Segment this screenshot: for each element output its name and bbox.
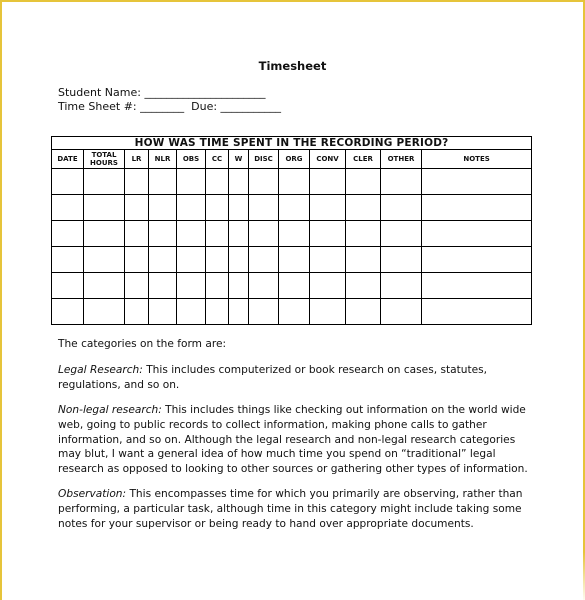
table-banner: HOW WAS TIME SPENT IN THE RECORDING PERIOD? [52, 137, 532, 150]
table-cell[interactable] [229, 273, 249, 299]
table-cell[interactable] [229, 221, 249, 247]
table-cell[interactable] [381, 221, 422, 247]
table-row [52, 299, 532, 325]
table-header-row [52, 150, 532, 169]
table-cell[interactable] [346, 195, 381, 221]
table-cell[interactable] [177, 169, 206, 195]
table-cell[interactable] [310, 247, 346, 273]
table-cell[interactable] [381, 299, 422, 325]
table-cell[interactable] [310, 195, 346, 221]
table-cell[interactable] [84, 195, 125, 221]
column-header-nlr: NLR [149, 150, 177, 169]
table-cell[interactable] [52, 195, 84, 221]
column-header-lr: LR [125, 150, 149, 169]
table-cell[interactable] [149, 299, 177, 325]
table-cell[interactable] [149, 273, 177, 299]
table-cell[interactable] [84, 299, 125, 325]
table-cell[interactable] [346, 299, 381, 325]
table-cell[interactable] [310, 221, 346, 247]
table-row [52, 273, 532, 299]
timesheet-number-field: Time Sheet #: ________ Due: ___________ [58, 100, 282, 113]
column-header-disc: DISC [249, 150, 279, 169]
table-cell[interactable] [422, 247, 532, 273]
table-cell[interactable] [149, 169, 177, 195]
table-body [52, 169, 532, 325]
table-cell[interactable] [422, 273, 532, 299]
table-row [52, 169, 532, 195]
table-cell[interactable] [52, 169, 84, 195]
observation-label: Observation: [58, 488, 127, 501]
column-header-org: ORG [279, 150, 310, 169]
table-cell[interactable] [422, 195, 532, 221]
table-cell[interactable] [206, 273, 229, 299]
legal-research-label: Legal Research: [58, 363, 143, 376]
table-cell[interactable] [310, 169, 346, 195]
table-cell[interactable] [206, 169, 229, 195]
table-cell[interactable] [381, 195, 422, 221]
table-cell[interactable] [279, 273, 310, 299]
column-header-conv: CONV [310, 150, 346, 169]
table-cell[interactable] [229, 299, 249, 325]
table-cell[interactable] [52, 247, 84, 273]
table-cell[interactable] [381, 169, 422, 195]
column-header-total-hours: TOTAL HOURS [84, 150, 125, 169]
table-cell[interactable] [249, 169, 279, 195]
bottom-fade [2, 552, 585, 600]
table-cell[interactable] [279, 195, 310, 221]
nonlegal-research-label: Non-legal research: [58, 403, 162, 416]
table-cell[interactable] [206, 221, 229, 247]
table-cell[interactable] [84, 247, 125, 273]
table-cell[interactable] [346, 247, 381, 273]
table-cell[interactable] [177, 221, 206, 247]
table-cell[interactable] [229, 195, 249, 221]
document-title: Timesheet [258, 59, 327, 73]
nonlegal-research-body: This includes things like checking out information on the world wide web, going to public records to collect information, making phone calls to gather information, and so on. Although the legal research and non-legal research categories may blut, I want a general idea of how much time you spend on “traditional” legal research as opposed to looking to other sources or gathering other types of information. [58, 403, 528, 476]
table-cell[interactable] [346, 273, 381, 299]
table-cell[interactable] [125, 299, 149, 325]
table-cell[interactable] [381, 273, 422, 299]
table-cell[interactable] [229, 247, 249, 273]
table-cell[interactable] [249, 299, 279, 325]
table-cell[interactable] [206, 247, 229, 273]
table-cell[interactable] [249, 247, 279, 273]
table-cell[interactable] [249, 221, 279, 247]
column-header-notes: NOTES [422, 150, 532, 169]
table-cell[interactable] [249, 273, 279, 299]
table-cell[interactable] [346, 169, 381, 195]
column-header-obs: OBS [177, 150, 206, 169]
nonlegal-research-paragraph [58, 403, 528, 478]
table-cell[interactable] [84, 273, 125, 299]
student-name-field: Student Name: ______________________ [58, 86, 266, 99]
table-cell[interactable] [279, 221, 310, 247]
table-cell[interactable] [125, 169, 149, 195]
table-cell[interactable] [52, 273, 84, 299]
table-cell[interactable] [177, 247, 206, 273]
legal-research-paragraph [58, 363, 528, 393]
table-cell[interactable] [422, 169, 532, 195]
table-row [52, 221, 532, 247]
table-row [52, 195, 532, 221]
table-cell[interactable] [249, 195, 279, 221]
table-row [52, 247, 532, 273]
table-cell[interactable] [229, 169, 249, 195]
table-cell[interactable] [125, 273, 149, 299]
table-cell[interactable] [125, 221, 149, 247]
timesheet-table [51, 136, 532, 325]
table-cell[interactable] [279, 169, 310, 195]
column-header-w: W [229, 150, 249, 169]
table-cell[interactable] [177, 299, 206, 325]
column-header-cler: CLER [346, 150, 381, 169]
legal-research-body: This includes computerized or book research on cases, statutes, regulations, and so on. [58, 363, 488, 391]
table-cell[interactable] [310, 299, 346, 325]
table-cell[interactable] [279, 299, 310, 325]
table-cell[interactable] [149, 195, 177, 221]
table-cell[interactable] [206, 299, 229, 325]
table-cell[interactable] [125, 195, 149, 221]
table-cell[interactable] [422, 221, 532, 247]
column-header-date: DATE [52, 150, 84, 169]
table-cell[interactable] [177, 273, 206, 299]
column-header-other: OTHER [381, 150, 422, 169]
table-cell[interactable] [84, 221, 125, 247]
table-cell[interactable] [310, 273, 346, 299]
table-cell[interactable] [149, 247, 177, 273]
table-cell[interactable] [177, 195, 206, 221]
table-cell[interactable] [149, 221, 177, 247]
table-cell[interactable] [422, 299, 532, 325]
column-header-cc: CC [206, 150, 229, 169]
intro-paragraph: The categories on the form are: [58, 338, 227, 350]
observation-body: This encompasses time for which you primarily are observing, rather than performing, a particular task, although time in this category might include taking some notes for your supervisor or being ready to hand over appropriate documents. [58, 488, 523, 531]
table-cell[interactable] [125, 247, 149, 273]
table-cell[interactable] [84, 169, 125, 195]
body-text [58, 337, 528, 532]
table-cell[interactable] [52, 299, 84, 325]
table-cell[interactable] [206, 195, 229, 221]
table-cell[interactable] [381, 247, 422, 273]
table-cell[interactable] [52, 221, 84, 247]
observation-paragraph [58, 487, 528, 532]
table-banner-row [52, 137, 532, 150]
table-cell[interactable] [279, 247, 310, 273]
table-cell[interactable] [346, 221, 381, 247]
